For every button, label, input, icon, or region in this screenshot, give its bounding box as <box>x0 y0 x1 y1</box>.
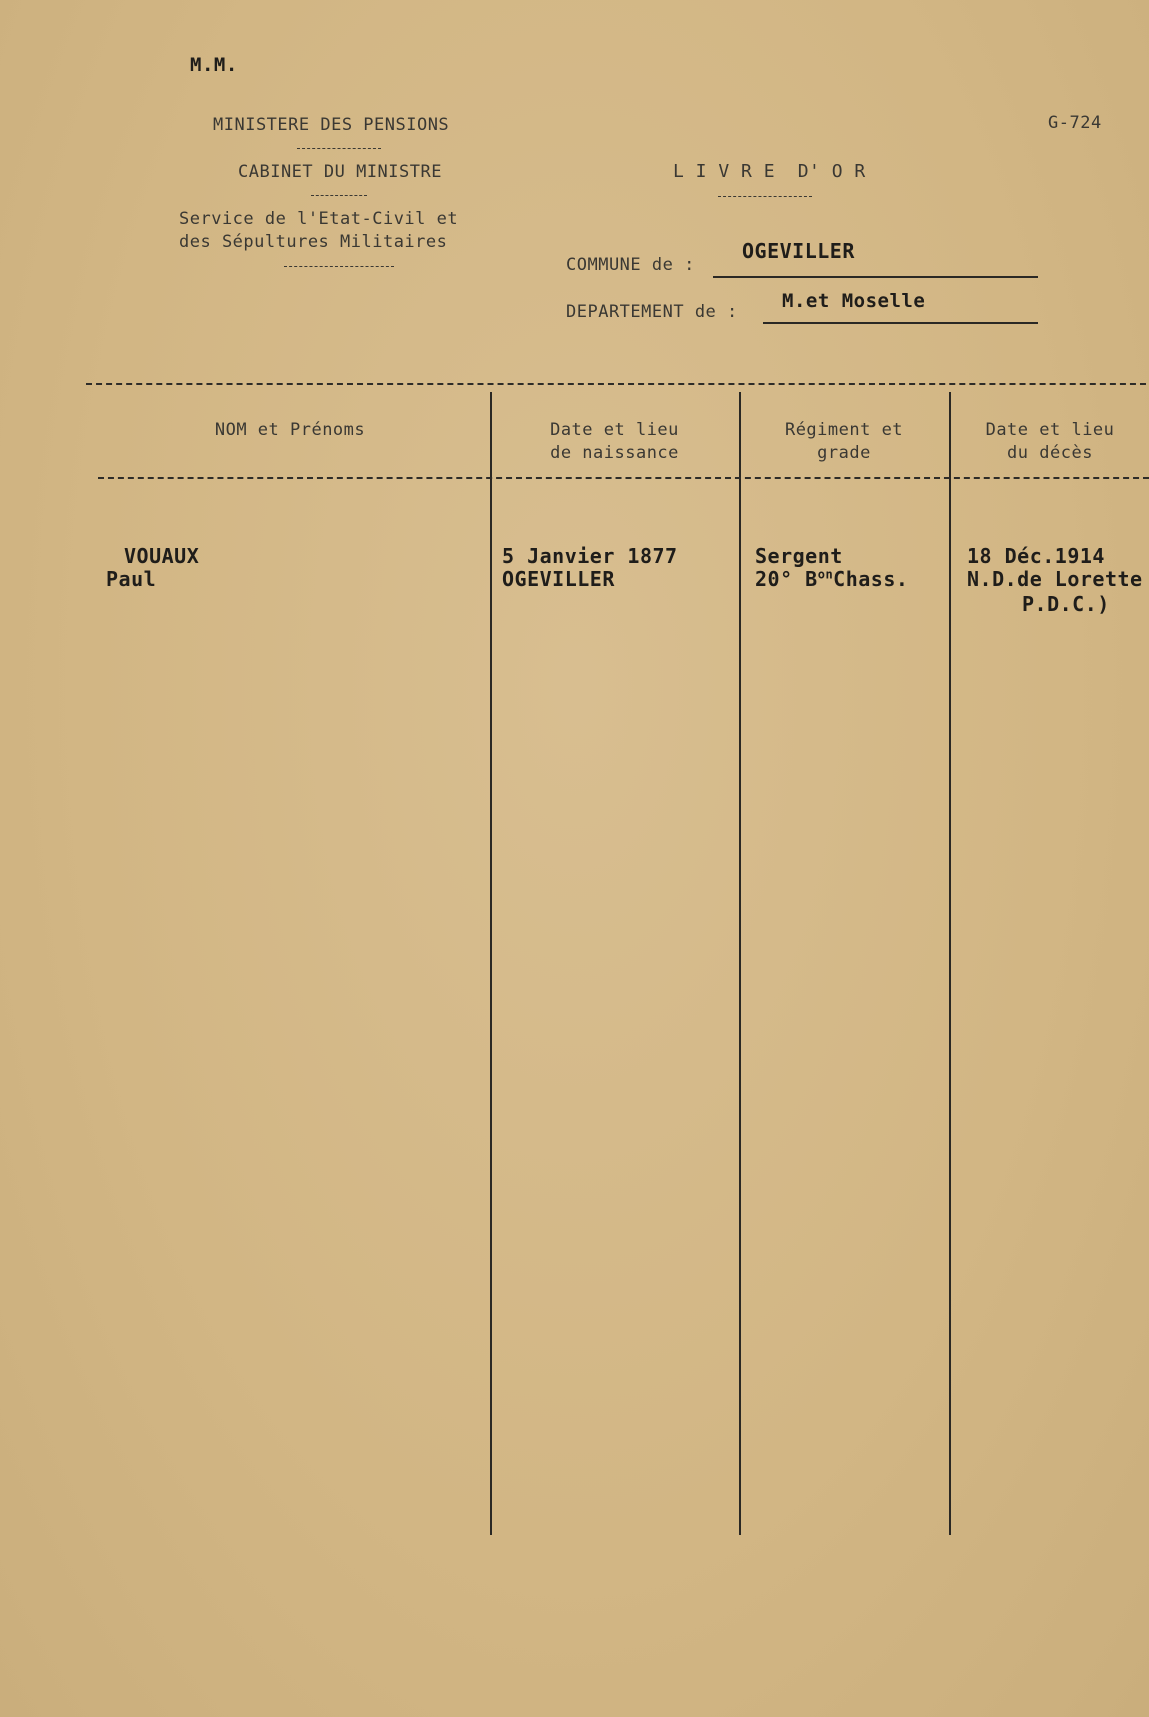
service-divider <box>284 266 394 267</box>
regiment-unit-type: Chass. <box>833 567 909 591</box>
header-bottom-rule <box>98 477 1149 479</box>
header-regiment-line2: grade <box>817 443 871 463</box>
regiment-grade: Sergent <box>755 544 843 568</box>
service-line-1: Service de l'Etat-Civil et <box>179 209 459 229</box>
death-department: P.D.C.) <box>1022 592 1110 616</box>
title-divider <box>718 196 812 197</box>
departement-value: M.et Moselle <box>782 290 926 312</box>
birth-place: OGEVILLER <box>502 567 615 591</box>
death-place: N.D.de Lorette <box>967 567 1143 591</box>
person-surname: VOUAUX <box>124 544 200 568</box>
commune-label: COMMUNE de : <box>566 255 695 275</box>
cabinet-divider <box>311 195 367 196</box>
column-divider-3 <box>949 392 951 1535</box>
column-divider-2 <box>739 392 741 1535</box>
document-initials: M.M. <box>190 54 238 76</box>
commune-value: OGEVILLER <box>742 239 855 263</box>
death-date: 18 Déc.1914 <box>967 544 1105 568</box>
header-regiment-line1: Régiment et <box>784 420 904 440</box>
header-death-line2: du décès <box>1007 443 1093 463</box>
service-line-2: des Sépultures Militaires <box>179 232 448 252</box>
regiment-unit-superscript: on <box>817 567 834 582</box>
regiment-unit <box>755 567 908 591</box>
birth-date: 5 Janvier 1877 <box>502 544 678 568</box>
header-death-line1: Date et lieu <box>985 420 1115 440</box>
header-birth-line2: de naissance <box>550 443 679 463</box>
commune-underline <box>713 276 1038 278</box>
document-title: L I V R E D' O R <box>673 161 866 182</box>
ministry-divider <box>297 148 381 149</box>
header-birth-line1: Date et lieu <box>550 420 679 440</box>
departement-underline <box>763 322 1038 324</box>
person-firstname: Paul <box>106 567 157 591</box>
header-name: NOM et Prénoms <box>214 420 366 440</box>
column-divider-1 <box>490 392 492 1535</box>
ministry-name: MINISTERE DES PENSIONS <box>213 115 450 135</box>
table-top-rule <box>86 383 1146 385</box>
regiment-unit-number: 20° B <box>755 567 818 591</box>
reference-number: G-724 <box>1048 113 1102 133</box>
departement-label: DEPARTEMENT de : <box>566 302 738 322</box>
cabinet-name: CABINET DU MINISTRE <box>238 162 442 182</box>
